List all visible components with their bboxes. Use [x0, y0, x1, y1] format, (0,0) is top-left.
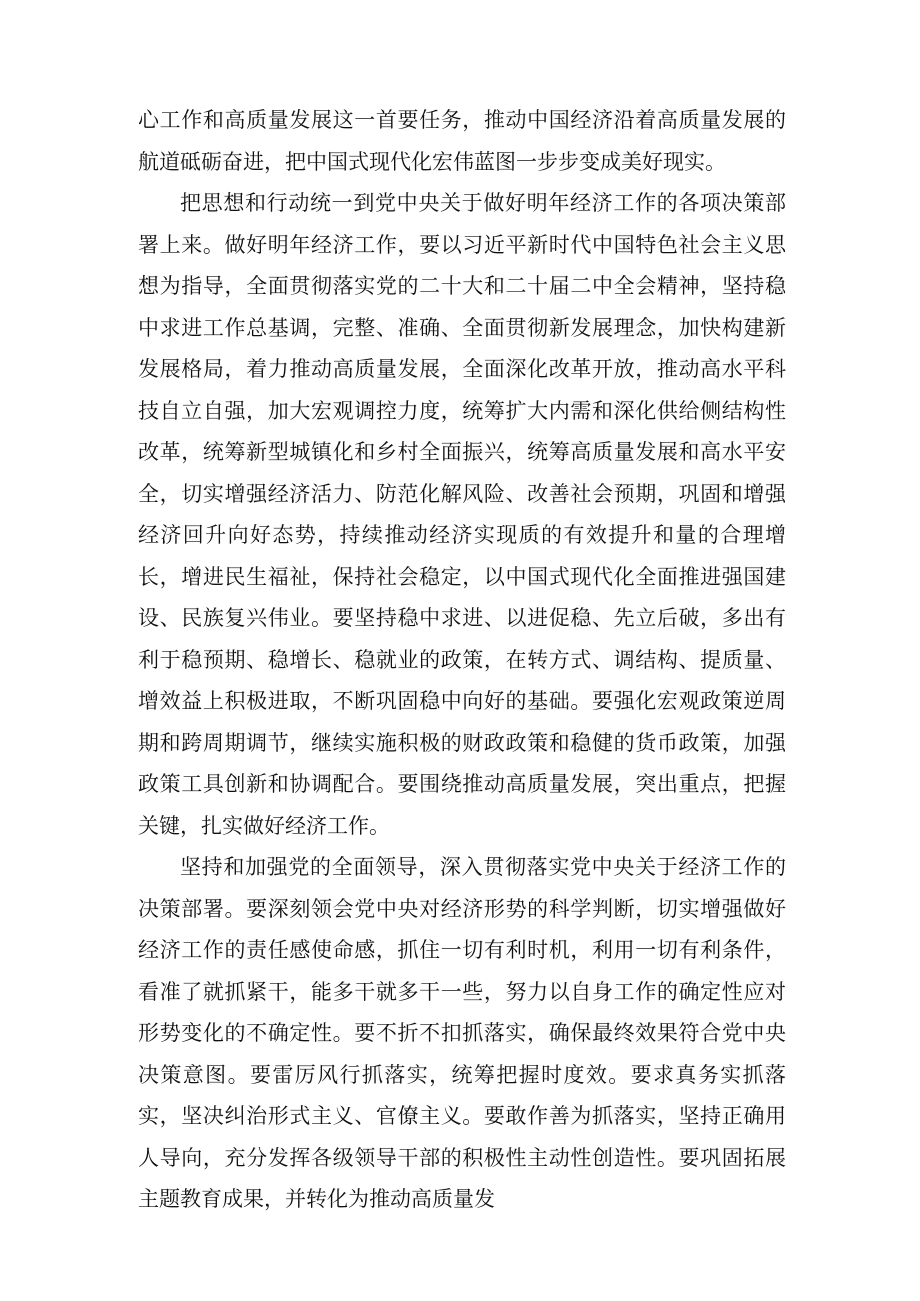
paragraph-continuation: 心工作和高质量发展这一首要任务，推动中国经济沿着高质量发展的航道砥砺奋进，把中国式现代化宏伟蓝图一步步变成美好现实。 — [138, 108, 786, 174]
body-text — [138, 100, 786, 1221]
paragraph-party-leadership: 坚持和加强党的全面领导，深入贯彻落实党中央关于经济工作的决策部署。要深刻领会党中央对经济形势的科学判断，切实增强做好经济工作的责任感使命感，抓住一切有利时机，利用一切有利条件，看准了就抓紧干，能多干就多干一些，努力以自身工作的确定性应对形势变化的不确定性。要不折不扣抓落实，确保最终效果符合党中央决策意图。要雷厉风行抓落实，统筹把握时度效。要求真务实抓落实，坚决纠治形式主义、官僚主义。要敢作善为抓落实，坚持正确用人导向，充分发挥各级领导干部的积极性主动性创造性。要巩固拓展主题教育成果，并转化为推动高质量发 — [138, 855, 786, 1211]
paragraph-economic-work-deployment: 把思想和行动统一到党中央关于做好明年经济工作的各项决策部署上来。做好明年经济工作，要以习近平新时代中国特色社会主义思想为指导，全面贯彻落实党的二十大和二十届二中全会精神，坚持稳中求进工作总基调，完整、准确、全面贯彻新发展理念，加快构建新发展格局，着力推动高质量发展，全面深化改革开放，推动高水平科技自立自强，加大宏观调控力度，统筹扩大内需和深化供给侧结构性改革，统筹新型城镇化和乡村全面振兴，统筹高质量发展和高水平安全，切实增强经济活力、防范化解风险、改善社会预期，巩固和增强经济回升向好态势，持续推动经济实现质的有效提升和量的合理增长，增进民生福祉，保持社会稳定，以中国式现代化全面推进强国建设、民族复兴伟业。要坚持稳中求进、以进促稳、先立后破，多出有利于稳预期、稳增长、稳就业的政策，在转方式、调结构、提质量、增效益上积极进取，不断巩固稳中向好的基础。要强化宏观政策逆周期和跨周期调节，继续实施积极的财政政策和稳健的货币政策，加强政策工具创新和协调配合。要围绕推动高质量发展，突出重点，把握关键，扎实做好经济工作。 — [138, 191, 786, 838]
